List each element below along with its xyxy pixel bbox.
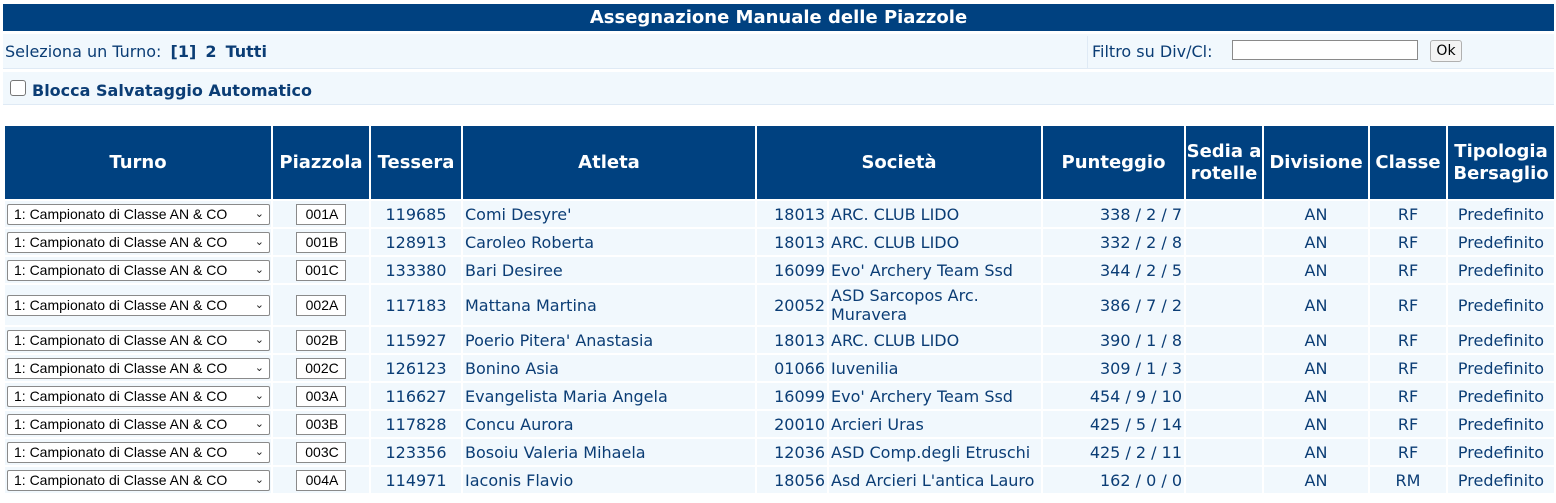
classe-cell: RF [1369,256,1447,284]
turno-selector [5,42,267,61]
punteggio-cell: 390 / 1 / 8 [1042,326,1185,354]
atleta-cell: Concu Aurora [462,410,756,438]
divider [1087,36,1088,68]
turno-select[interactable] [7,260,270,281]
classe-cell: RF [1369,326,1447,354]
societa-code-cell: 01066 [756,354,828,382]
tessera-cell: 117828 [370,410,462,438]
turno-option-2[interactable]: 2 [205,42,217,61]
turno-select[interactable] [7,330,270,351]
tipologia-cell: Predefinito [1447,354,1555,382]
piazzola-cell [272,200,370,228]
classe-cell: RF [1369,228,1447,256]
piazzola-input[interactable]: 002C [296,358,346,379]
col-turno[interactable]: Turno [4,125,272,200]
divisione-cell: AN [1263,256,1369,284]
turno-select[interactable] [7,386,270,407]
divisione-cell: AN [1263,228,1369,256]
table-row [4,256,1555,284]
turno-select-value: 1: Campionato di Classe AN & CO [14,205,228,222]
col-sedia[interactable]: Sedia a rotelle [1185,125,1263,200]
classe-cell: RF [1369,382,1447,410]
tessera-cell: 128913 [370,228,462,256]
tipologia-cell: Predefinito [1447,438,1555,466]
col-piazzola[interactable]: Piazzola [272,125,370,200]
piazzola-input[interactable]: 002A [296,295,346,316]
atleta-cell: Comi Desyre' [462,200,756,228]
tipologia-cell: Predefinito [1447,200,1555,228]
divisione-cell: AN [1263,326,1369,354]
societa-name-cell: Arcieri Uras [828,410,1042,438]
tessera-cell: 117183 [370,284,462,326]
assignment-table [3,124,1556,495]
tipologia-cell: Predefinito [1447,410,1555,438]
table-row [4,466,1555,494]
punteggio-cell: 338 / 2 / 7 [1042,200,1185,228]
piazzola-cell [272,382,370,410]
sedia-cell [1185,256,1263,284]
atleta-cell: Evangelista Maria Angela [462,382,756,410]
sedia-cell [1185,228,1263,256]
atleta-cell: Bosoiu Valeria Mihaela [462,438,756,466]
turno-select[interactable] [7,414,270,435]
piazzola-input[interactable]: 003C [296,442,346,463]
turno-select-value: 1: Campionato di Classe AN & CO [14,359,228,376]
tessera-cell: 126123 [370,354,462,382]
turno-cell [4,354,272,382]
classe-cell: RF [1369,354,1447,382]
table-row [4,410,1555,438]
turno-select-value: 1: Campionato di Classe AN & CO [14,471,228,488]
societa-name-cell: Evo' Archery Team Ssd [828,256,1042,284]
filter-ok-button[interactable]: Ok [1430,40,1462,62]
atleta-cell: Mattana Martina [462,284,756,326]
divisione-cell: AN [1263,200,1369,228]
page-title: Assegnazione Manuale delle Piazzole [3,4,1554,31]
turno-select-value: 1: Campionato di Classe AN & CO [14,415,228,432]
societa-code-cell: 18013 [756,200,828,228]
table-row [4,200,1555,228]
sedia-cell [1185,326,1263,354]
chevron-down-icon: ⌄ [254,333,264,346]
turno-select-value: 1: Campionato di Classe AN & CO [14,387,228,404]
punteggio-cell: 454 / 9 / 10 [1042,382,1185,410]
chevron-down-icon: ⌄ [254,361,264,374]
societa-code-cell: 16099 [756,382,828,410]
divisione-cell: AN [1263,466,1369,494]
turno-cell [4,326,272,354]
sedia-cell [1185,410,1263,438]
piazzola-cell [272,438,370,466]
chevron-down-icon: ⌄ [254,417,264,430]
sedia-cell [1185,382,1263,410]
tessera-cell: 115927 [370,326,462,354]
piazzola-input[interactable]: 001A [296,204,346,225]
blocca-checkbox[interactable] [10,80,26,96]
turno-select-value: 1: Campionato di Classe AN & CO [14,443,228,460]
turno-cell [4,410,272,438]
sedia-cell [1185,200,1263,228]
atleta-cell: Bari Desiree [462,256,756,284]
col-punteggio[interactable]: Punteggio [1042,125,1185,200]
punteggio-cell: 425 / 2 / 11 [1042,438,1185,466]
blocca-bar [3,72,1554,105]
col-tipologia[interactable]: Tipologia Bersaglio [1447,125,1555,200]
tessera-cell: 116627 [370,382,462,410]
turno-select[interactable] [7,295,270,316]
chevron-down-icon: ⌄ [254,207,264,220]
turno-cell [4,382,272,410]
societa-name-cell: ASD Comp.degli Etruschi [828,438,1042,466]
table-row [4,382,1555,410]
tessera-cell: 119685 [370,200,462,228]
piazzola-input[interactable]: 004A [296,470,346,491]
sedia-cell [1185,438,1263,466]
punteggio-cell: 344 / 2 / 5 [1042,256,1185,284]
societa-name-cell: Evo' Archery Team Ssd [828,382,1042,410]
societa-code-cell: 18013 [756,228,828,256]
societa-name-cell: ASD Sarcopos Arc. Muravera [828,284,1042,326]
societa-name-cell: Iuvenilia [828,354,1042,382]
turno-cell [4,466,272,494]
divisione-cell: AN [1263,438,1369,466]
col-atleta[interactable]: Atleta [462,125,756,200]
sedia-cell [1185,284,1263,326]
classe-cell: RF [1369,438,1447,466]
tipologia-cell: Predefinito [1447,284,1555,326]
societa-name-cell: ARC. CLUB LIDO [828,228,1042,256]
tipologia-cell: Predefinito [1447,326,1555,354]
sedia-cell [1185,466,1263,494]
classe-cell: RF [1369,200,1447,228]
atleta-cell: Poerio Pitera' Anastasia [462,326,756,354]
table-row [4,354,1555,382]
table-row [4,228,1555,256]
col-classe[interactable]: Classe [1369,125,1447,200]
tipologia-cell: Predefinito [1447,466,1555,494]
divisione-cell: AN [1263,410,1369,438]
turno-select-value: 1: Campionato di Classe AN & CO [14,331,228,348]
piazzola-cell [272,326,370,354]
turno-select[interactable] [7,470,270,491]
piazzola-input[interactable]: 003B [296,414,346,435]
punteggio-cell: 332 / 2 / 8 [1042,228,1185,256]
turno-selector-bar [3,34,1554,69]
col-divisione[interactable]: Divisione [1263,125,1369,200]
societa-name-cell: Asd Arcieri L'antica Lauro [828,466,1042,494]
societa-code-cell: 20052 [756,284,828,326]
blocca-label[interactable]: Blocca Salvataggio Automatico [32,81,312,100]
turno-option-tutti[interactable]: Tutti [225,42,267,61]
turno-cell [4,200,272,228]
turno-cell [4,256,272,284]
tipologia-cell: Predefinito [1447,256,1555,284]
table-row [4,326,1555,354]
societa-code-cell: 18056 [756,466,828,494]
piazzola-input[interactable]: 001B [296,232,346,253]
piazzola-cell [272,410,370,438]
classe-cell: RM [1369,466,1447,494]
divisione-cell: AN [1263,354,1369,382]
piazzola-input[interactable]: 002B [296,330,346,351]
filter-label: Filtro su Div/Cl: [1092,42,1213,61]
chevron-down-icon: ⌄ [254,389,264,402]
turno-select-value: 1: Campionato di Classe AN & CO [14,233,228,250]
societa-code-cell: 12036 [756,438,828,466]
atleta-cell: Iaconis Flavio [462,466,756,494]
punteggio-cell: 386 / 7 / 2 [1042,284,1185,326]
turno-select[interactable] [7,232,270,253]
turno-selector-label: Seleziona un Turno: [5,42,162,61]
divisione-cell: AN [1263,382,1369,410]
punteggio-cell: 162 / 0 / 0 [1042,466,1185,494]
filter-input[interactable] [1232,40,1418,60]
chevron-down-icon: ⌄ [254,298,264,311]
societa-name-cell: ARC. CLUB LIDO [828,200,1042,228]
turno-option-1[interactable]: [1] [170,42,197,61]
societa-code-cell: 16099 [756,256,828,284]
piazzola-cell [272,354,370,382]
divisione-cell: AN [1263,284,1369,326]
turno-select[interactable] [7,442,270,463]
classe-cell: RF [1369,410,1447,438]
classe-cell: RF [1369,284,1447,326]
turno-select[interactable] [7,204,270,225]
sedia-cell [1185,354,1263,382]
piazzola-cell [272,284,370,326]
turno-select[interactable] [7,358,270,379]
punteggio-cell: 425 / 5 / 14 [1042,410,1185,438]
turno-cell [4,438,272,466]
col-tessera[interactable]: Tessera [370,125,462,200]
punteggio-cell: 309 / 1 / 3 [1042,354,1185,382]
atleta-cell: Bonino Asia [462,354,756,382]
societa-name-cell: ARC. CLUB LIDO [828,326,1042,354]
atleta-cell: Caroleo Roberta [462,228,756,256]
table-row [4,438,1555,466]
col-societa[interactable]: Società [756,125,1042,200]
chevron-down-icon: ⌄ [254,445,264,458]
chevron-down-icon: ⌄ [254,473,264,486]
societa-code-cell: 20010 [756,410,828,438]
tessera-cell: 114971 [370,466,462,494]
turno-cell [4,284,272,326]
tessera-cell: 133380 [370,256,462,284]
turno-select-value: 1: Campionato di Classe AN & CO [14,261,228,278]
chevron-down-icon: ⌄ [254,263,264,276]
piazzola-input[interactable]: 003A [296,386,346,407]
table-row [4,284,1555,326]
piazzola-cell [272,466,370,494]
piazzola-input[interactable]: 001C [296,260,346,281]
chevron-down-icon: ⌄ [254,235,264,248]
societa-code-cell: 18013 [756,326,828,354]
tipologia-cell: Predefinito [1447,382,1555,410]
table-header-row [4,125,1555,200]
turno-select-value: 1: Campionato di Classe AN & CO [14,296,228,313]
tessera-cell: 123356 [370,438,462,466]
turno-cell [4,228,272,256]
piazzola-cell [272,228,370,256]
tipologia-cell: Predefinito [1447,228,1555,256]
piazzola-cell [272,256,370,284]
